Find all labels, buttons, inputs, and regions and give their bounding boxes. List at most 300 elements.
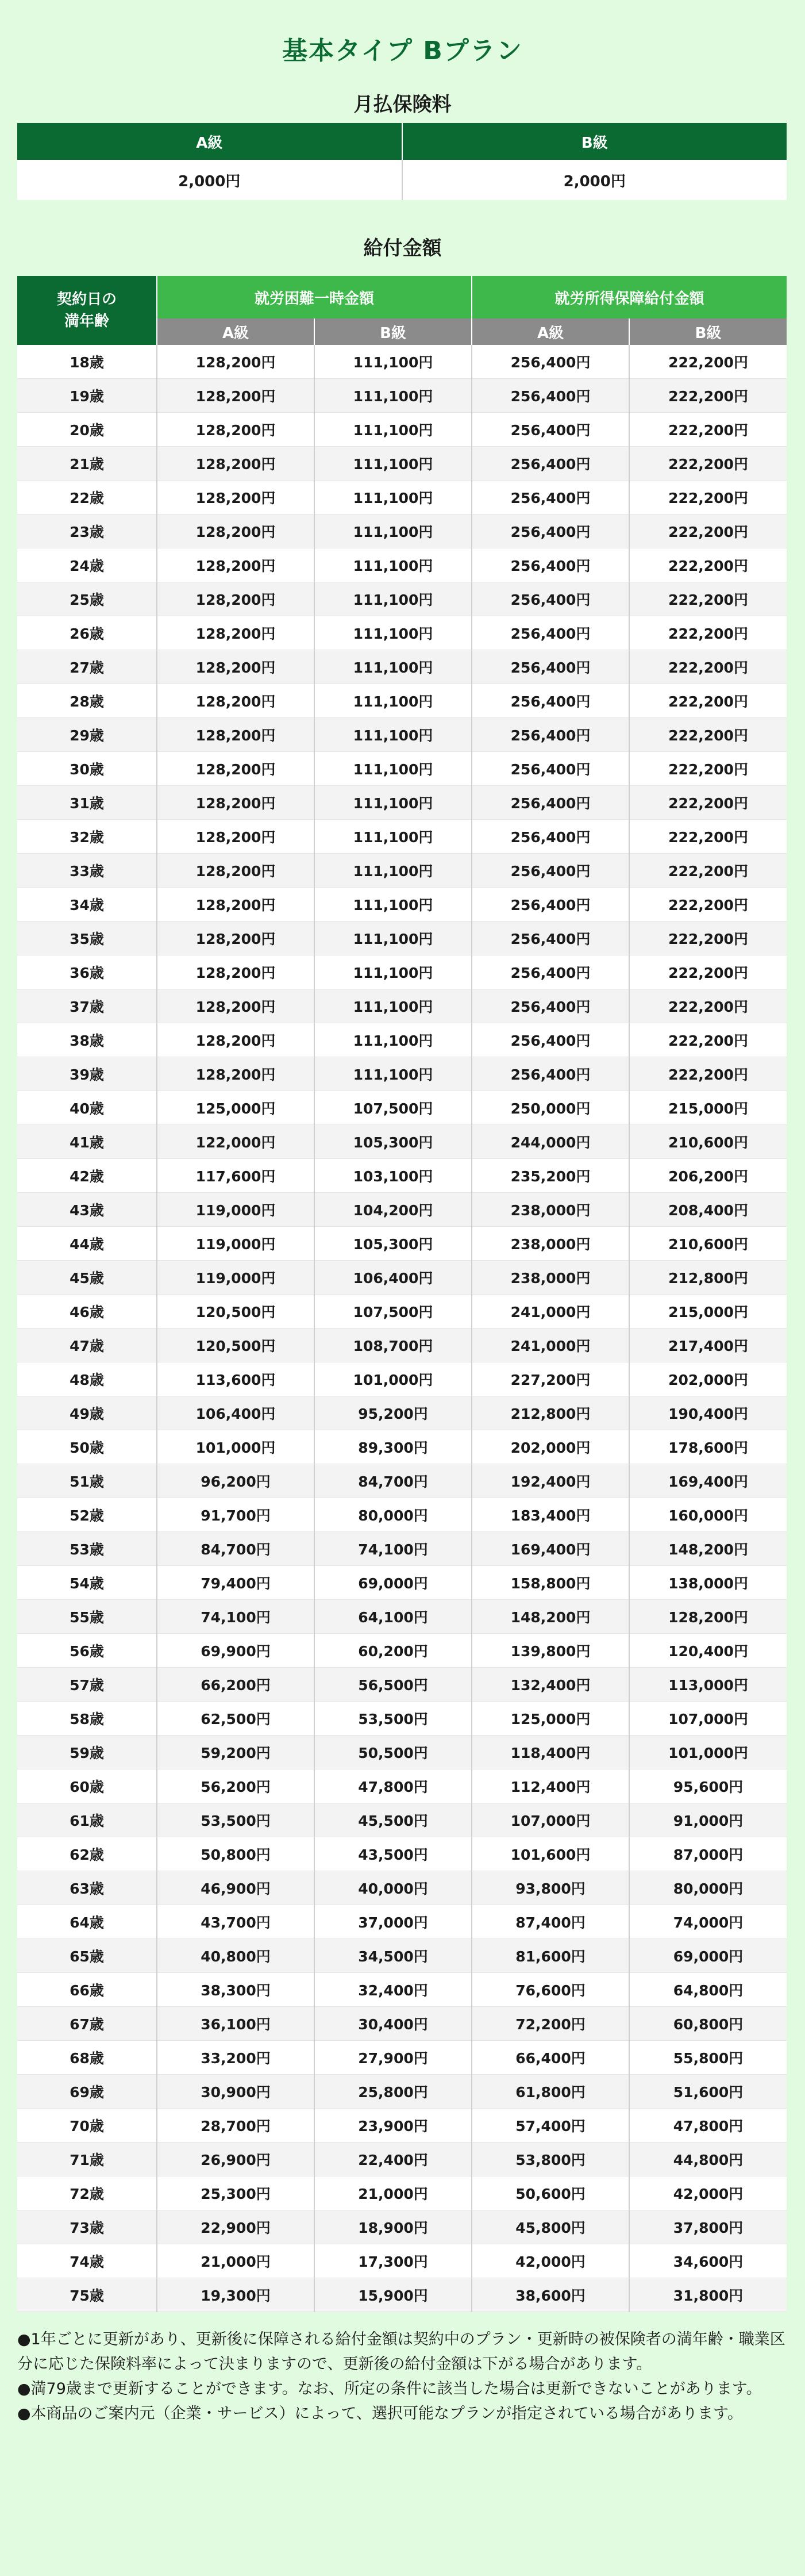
income-a-cell: 256,400円 (472, 752, 629, 786)
age-cell: 33歳 (17, 854, 157, 888)
age-cell: 70歳 (17, 2109, 157, 2143)
income-b-cell: 64,800円 (629, 1973, 787, 2007)
age-cell: 54歳 (17, 1566, 157, 1600)
income-a-cell: 250,000円 (472, 1091, 629, 1125)
income-b-cell: 44,800円 (629, 2143, 787, 2176)
income-a-cell: 61,800円 (472, 2075, 629, 2109)
table-row (17, 650, 787, 684)
table-row (17, 922, 787, 955)
table-row (17, 1193, 787, 1227)
income-a-cell: 53,800円 (472, 2143, 629, 2176)
table-row (17, 2109, 787, 2143)
table-row (17, 1837, 787, 1871)
age-cell: 25歳 (17, 582, 157, 616)
lump-sum-b-cell: 111,100円 (314, 1023, 472, 1057)
income-b-cell: 222,200円 (629, 1057, 787, 1091)
age-cell: 20歳 (17, 413, 157, 447)
lump-sum-b-cell: 111,100円 (314, 752, 472, 786)
lump-sum-b-cell: 111,100円 (314, 582, 472, 616)
income-a-cell: 93,800円 (472, 1871, 629, 1905)
lump-sum-b-cell: 34,500円 (314, 1939, 472, 1973)
income-a-cell: 227,200円 (472, 1362, 629, 1396)
table-row (17, 752, 787, 786)
lump-sum-a-cell: 128,200円 (157, 684, 314, 718)
income-b-cell: 222,200円 (629, 1023, 787, 1057)
lump-sum-b-cell: 111,100円 (314, 955, 472, 989)
income-b-cell: 74,000円 (629, 1905, 787, 1939)
lump-sum-a-cell: 128,200円 (157, 922, 314, 955)
income-b-cell: 47,800円 (629, 2109, 787, 2143)
lump-sum-a-cell: 128,200円 (157, 481, 314, 515)
income-b-cell: 222,200円 (629, 379, 787, 413)
table-row (17, 989, 787, 1023)
income-b-cell: 160,000円 (629, 1498, 787, 1532)
income-b-cell: 91,000円 (629, 1803, 787, 1837)
age-cell: 24歳 (17, 548, 157, 582)
lump-sum-a-cell: 69,900円 (157, 1634, 314, 1668)
table-row (17, 1905, 787, 1939)
lump-sum-a-cell: 128,200円 (157, 786, 314, 820)
lump-sum-a-cell: 128,200円 (157, 955, 314, 989)
lump-sum-b-cell: 101,000円 (314, 1362, 472, 1396)
income-b-cell: 42,000円 (629, 2176, 787, 2210)
income-a-cell: 45,800円 (472, 2210, 629, 2244)
lump-sum-a-cell: 119,000円 (157, 1261, 314, 1295)
lump-sum-b-cell: 80,000円 (314, 1498, 472, 1532)
premium-value-a: 2,000円 (17, 160, 402, 200)
age-cell: 43歳 (17, 1193, 157, 1227)
sub-header-lump-b: B級 (314, 318, 472, 345)
table-row (17, 786, 787, 820)
income-b-cell: 60,800円 (629, 2007, 787, 2041)
lump-sum-a-cell: 128,200円 (157, 379, 314, 413)
age-cell: 34歳 (17, 888, 157, 922)
age-cell: 73歳 (17, 2210, 157, 2244)
age-cell: 46歳 (17, 1295, 157, 1329)
age-cell: 28歳 (17, 684, 157, 718)
lump-sum-a-cell: 128,200円 (157, 1057, 314, 1091)
lump-sum-a-cell: 62,500円 (157, 1702, 314, 1736)
lump-sum-a-cell: 128,200円 (157, 820, 314, 854)
table-row (17, 1769, 787, 1803)
age-header (17, 276, 157, 345)
income-b-cell: 34,600円 (629, 2244, 787, 2278)
income-b-cell: 208,400円 (629, 1193, 787, 1227)
lump-sum-b-cell: 69,000円 (314, 1566, 472, 1600)
income-a-cell: 101,600円 (472, 1837, 629, 1871)
table-row (17, 888, 787, 922)
lump-sum-a-cell: 84,700円 (157, 1532, 314, 1566)
lump-sum-b-cell: 25,800円 (314, 2075, 472, 2109)
lump-sum-b-cell: 111,100円 (314, 786, 472, 820)
income-b-cell: 55,800円 (629, 2041, 787, 2075)
income-a-cell: 118,400円 (472, 1736, 629, 1769)
income-a-cell: 183,400円 (472, 1498, 629, 1532)
table-row (17, 413, 787, 447)
income-a-cell: 256,400円 (472, 718, 629, 752)
lump-sum-b-cell: 18,900円 (314, 2210, 472, 2244)
age-cell: 62歳 (17, 1837, 157, 1871)
income-a-cell: 256,400円 (472, 582, 629, 616)
lump-sum-a-cell: 128,200円 (157, 650, 314, 684)
group-header-income: 就労所得保障給付金額 (472, 276, 787, 318)
age-cell: 50歳 (17, 1430, 157, 1464)
sub-header-lump-a: A級 (157, 318, 314, 345)
income-b-cell: 87,000円 (629, 1837, 787, 1871)
age-cell: 71歳 (17, 2143, 157, 2176)
lump-sum-a-cell: 128,200円 (157, 752, 314, 786)
table-row (17, 1295, 787, 1329)
income-b-cell: 190,400円 (629, 1396, 787, 1430)
age-cell: 57歳 (17, 1668, 157, 1702)
lump-sum-a-cell: 46,900円 (157, 1871, 314, 1905)
income-a-cell: 256,400円 (472, 854, 629, 888)
lump-sum-b-cell: 43,500円 (314, 1837, 472, 1871)
age-cell: 75歳 (17, 2278, 157, 2312)
table-row (17, 1973, 787, 2007)
income-b-cell: 148,200円 (629, 1532, 787, 1566)
lump-sum-b-cell: 111,100円 (314, 548, 472, 582)
table-row (17, 1736, 787, 1769)
income-b-cell: 206,200円 (629, 1159, 787, 1193)
lump-sum-b-cell: 103,100円 (314, 1159, 472, 1193)
income-a-cell: 256,400円 (472, 650, 629, 684)
income-b-cell: 222,200円 (629, 955, 787, 989)
table-row (17, 481, 787, 515)
lump-sum-a-cell: 117,600円 (157, 1159, 314, 1193)
age-cell: 64歳 (17, 1905, 157, 1939)
income-b-cell: 222,200円 (629, 684, 787, 718)
lump-sum-b-cell: 111,100円 (314, 1057, 472, 1091)
income-b-cell: 222,200円 (629, 515, 787, 548)
age-cell: 69歳 (17, 2075, 157, 2109)
income-a-cell: 66,400円 (472, 2041, 629, 2075)
income-b-cell: 222,200円 (629, 820, 787, 854)
lump-sum-b-cell: 23,900円 (314, 2109, 472, 2143)
income-a-cell: 256,400円 (472, 345, 629, 379)
lump-sum-a-cell: 128,200円 (157, 1023, 314, 1057)
table-row (17, 1498, 787, 1532)
premium-value-b: 2,000円 (402, 160, 787, 200)
lump-sum-a-cell: 128,200円 (157, 548, 314, 582)
income-b-cell: 51,600円 (629, 2075, 787, 2109)
age-cell: 58歳 (17, 1702, 157, 1736)
age-cell: 29歳 (17, 718, 157, 752)
income-a-cell: 81,600円 (472, 1939, 629, 1973)
age-cell: 26歳 (17, 616, 157, 650)
income-b-cell: 202,000円 (629, 1362, 787, 1396)
income-b-cell: 222,200円 (629, 345, 787, 379)
lump-sum-b-cell: 111,100円 (314, 616, 472, 650)
lump-sum-a-cell: 66,200円 (157, 1668, 314, 1702)
lump-sum-b-cell: 95,200円 (314, 1396, 472, 1430)
age-cell: 30歳 (17, 752, 157, 786)
lump-sum-b-cell: 111,100円 (314, 888, 472, 922)
table-row (17, 2278, 787, 2312)
lump-sum-a-cell: 19,300円 (157, 2278, 314, 2312)
lump-sum-b-cell: 27,900円 (314, 2041, 472, 2075)
table-row (17, 379, 787, 413)
table-row (17, 1939, 787, 1973)
table-row (17, 447, 787, 481)
age-cell: 74歳 (17, 2244, 157, 2278)
lump-sum-a-cell: 28,700円 (157, 2109, 314, 2143)
benefit-table-body (17, 345, 787, 2312)
lump-sum-a-cell: 128,200円 (157, 413, 314, 447)
lump-sum-b-cell: 84,700円 (314, 1464, 472, 1498)
income-a-cell: 256,400円 (472, 379, 629, 413)
income-a-cell: 57,400円 (472, 2109, 629, 2143)
income-b-cell: 222,200円 (629, 718, 787, 752)
income-b-cell: 210,600円 (629, 1227, 787, 1261)
page-title: 基本タイプ Bプラン (282, 36, 523, 66)
age-cell: 67歳 (17, 2007, 157, 2041)
income-b-cell: 222,200円 (629, 548, 787, 582)
income-b-cell: 120,400円 (629, 1634, 787, 1668)
income-b-cell: 37,800円 (629, 2210, 787, 2244)
table-row (17, 1329, 787, 1362)
age-cell: 51歳 (17, 1464, 157, 1498)
lump-sum-a-cell: 43,700円 (157, 1905, 314, 1939)
age-cell: 18歳 (17, 345, 157, 379)
lump-sum-a-cell: 113,600円 (157, 1362, 314, 1396)
table-row (17, 2210, 787, 2244)
table-row (17, 2075, 787, 2109)
age-cell: 44歳 (17, 1227, 157, 1261)
table-row (17, 2041, 787, 2075)
income-a-cell: 192,400円 (472, 1464, 629, 1498)
lump-sum-a-cell: 50,800円 (157, 1837, 314, 1871)
table-row (17, 1532, 787, 1566)
age-cell: 60歳 (17, 1769, 157, 1803)
lump-sum-b-cell: 106,400円 (314, 1261, 472, 1295)
lump-sum-a-cell: 38,300円 (157, 1973, 314, 2007)
income-a-cell: 238,000円 (472, 1193, 629, 1227)
income-b-cell: 212,800円 (629, 1261, 787, 1295)
income-a-cell: 256,400円 (472, 922, 629, 955)
lump-sum-a-cell: 36,100円 (157, 2007, 314, 2041)
income-a-cell: 256,400円 (472, 515, 629, 548)
income-a-cell: 42,000円 (472, 2244, 629, 2278)
income-a-cell: 72,200円 (472, 2007, 629, 2041)
table-row (17, 1464, 787, 1498)
table-row (17, 2007, 787, 2041)
age-cell: 55歳 (17, 1600, 157, 1634)
age-cell: 22歳 (17, 481, 157, 515)
lump-sum-b-cell: 111,100円 (314, 820, 472, 854)
table-row (17, 1227, 787, 1261)
age-cell: 42歳 (17, 1159, 157, 1193)
income-b-cell: 31,800円 (629, 2278, 787, 2312)
lump-sum-b-cell: 105,300円 (314, 1227, 472, 1261)
lump-sum-b-cell: 104,200円 (314, 1193, 472, 1227)
lump-sum-a-cell: 120,500円 (157, 1295, 314, 1329)
lump-sum-b-cell: 15,900円 (314, 2278, 472, 2312)
age-cell: 49歳 (17, 1396, 157, 1430)
table-row (17, 582, 787, 616)
lump-sum-b-cell: 111,100円 (314, 345, 472, 379)
lump-sum-a-cell: 40,800円 (157, 1939, 314, 1973)
table-row (17, 515, 787, 548)
income-b-cell: 178,600円 (629, 1430, 787, 1464)
table-row (17, 1362, 787, 1396)
lump-sum-a-cell: 59,200円 (157, 1736, 314, 1769)
table-row (17, 1566, 787, 1600)
age-cell: 56歳 (17, 1634, 157, 1668)
income-b-cell: 222,200円 (629, 616, 787, 650)
income-a-cell: 76,600円 (472, 1973, 629, 2007)
lump-sum-b-cell: 111,100円 (314, 413, 472, 447)
note-1: ●1年ごとに更新があり、更新後に保障される給付金額は契約中のプラン・更新時の被保険者の満年齢・職業区分に応じた保険料率によって決まりますので、更新後の給付金額は下がる場合があります。 (17, 2331, 785, 2373)
table-row (17, 1125, 787, 1159)
income-a-cell: 87,400円 (472, 1905, 629, 1939)
table-row (17, 1261, 787, 1295)
income-a-cell: 256,400円 (472, 548, 629, 582)
income-a-cell: 256,400円 (472, 989, 629, 1023)
lump-sum-b-cell: 40,000円 (314, 1871, 472, 1905)
sub-header-income-b: B級 (629, 318, 787, 345)
income-b-cell: 222,200円 (629, 447, 787, 481)
lump-sum-b-cell: 111,100円 (314, 379, 472, 413)
income-b-cell: 222,200円 (629, 854, 787, 888)
age-cell: 32歳 (17, 820, 157, 854)
income-a-cell: 256,400円 (472, 888, 629, 922)
income-a-cell: 235,200円 (472, 1159, 629, 1193)
income-a-cell: 125,000円 (472, 1702, 629, 1736)
income-a-cell: 256,400円 (472, 1023, 629, 1057)
income-b-cell: 222,200円 (629, 786, 787, 820)
income-a-cell: 212,800円 (472, 1396, 629, 1430)
income-b-cell: 222,200円 (629, 752, 787, 786)
income-b-cell: 215,000円 (629, 1295, 787, 1329)
lump-sum-a-cell: 101,000円 (157, 1430, 314, 1464)
lump-sum-b-cell: 111,100円 (314, 447, 472, 481)
lump-sum-b-cell: 37,000円 (314, 1905, 472, 1939)
lump-sum-a-cell: 128,200円 (157, 989, 314, 1023)
lump-sum-a-cell: 53,500円 (157, 1803, 314, 1837)
income-a-cell: 38,600円 (472, 2278, 629, 2312)
lump-sum-b-cell: 108,700円 (314, 1329, 472, 1362)
lump-sum-a-cell: 74,100円 (157, 1600, 314, 1634)
lump-sum-b-cell: 22,400円 (314, 2143, 472, 2176)
lump-sum-a-cell: 22,900円 (157, 2210, 314, 2244)
lump-sum-b-cell: 89,300円 (314, 1430, 472, 1464)
income-a-cell: 132,400円 (472, 1668, 629, 1702)
lump-sum-b-cell: 21,000円 (314, 2176, 472, 2210)
age-cell: 68歳 (17, 2041, 157, 2075)
table-row (17, 1023, 787, 1057)
income-a-cell: 169,400円 (472, 1532, 629, 1566)
age-cell: 66歳 (17, 1973, 157, 2007)
income-b-cell: 222,200円 (629, 989, 787, 1023)
income-a-cell: 241,000円 (472, 1329, 629, 1362)
age-cell: 41歳 (17, 1125, 157, 1159)
income-b-cell: 69,000円 (629, 1939, 787, 1973)
table-row (17, 1634, 787, 1668)
income-a-cell: 256,400円 (472, 1057, 629, 1091)
premium-heading: 月払保険料 (353, 93, 452, 116)
age-cell: 47歳 (17, 1329, 157, 1362)
lump-sum-a-cell: 96,200円 (157, 1464, 314, 1498)
income-a-cell: 148,200円 (472, 1600, 629, 1634)
lump-sum-b-cell: 107,500円 (314, 1091, 472, 1125)
lump-sum-b-cell: 111,100円 (314, 854, 472, 888)
income-b-cell: 128,200円 (629, 1600, 787, 1634)
lump-sum-b-cell: 111,100円 (314, 718, 472, 752)
lump-sum-b-cell: 56,500円 (314, 1668, 472, 1702)
income-a-cell: 112,400円 (472, 1769, 629, 1803)
benefit-heading: 給付金額 (363, 237, 442, 260)
table-row (17, 1396, 787, 1430)
income-b-cell: 222,200円 (629, 888, 787, 922)
lump-sum-b-cell: 111,100円 (314, 650, 472, 684)
income-b-cell: 222,200円 (629, 650, 787, 684)
age-cell: 52歳 (17, 1498, 157, 1532)
table-row (17, 616, 787, 650)
table-row (17, 1871, 787, 1905)
lump-sum-b-cell: 111,100円 (314, 481, 472, 515)
table-row (17, 1430, 787, 1464)
age-cell: 59歳 (17, 1736, 157, 1769)
income-b-cell: 222,200円 (629, 582, 787, 616)
lump-sum-a-cell: 120,500円 (157, 1329, 314, 1362)
age-cell: 61歳 (17, 1803, 157, 1837)
age-cell: 53歳 (17, 1532, 157, 1566)
income-a-cell: 256,400円 (472, 786, 629, 820)
lump-sum-a-cell: 128,200円 (157, 345, 314, 379)
group-header-lump-sum: 就労困難一時金額 (157, 276, 472, 318)
lump-sum-a-cell: 91,700円 (157, 1498, 314, 1532)
income-a-cell: 256,400円 (472, 413, 629, 447)
age-cell: 40歳 (17, 1091, 157, 1125)
age-cell: 45歳 (17, 1261, 157, 1295)
income-b-cell: 210,600円 (629, 1125, 787, 1159)
lump-sum-b-cell: 60,200円 (314, 1634, 472, 1668)
lump-sum-b-cell: 111,100円 (314, 515, 472, 548)
lump-sum-a-cell: 106,400円 (157, 1396, 314, 1430)
age-header-line2: 満年齢 (64, 313, 109, 330)
lump-sum-a-cell: 128,200円 (157, 515, 314, 548)
income-b-cell: 107,000円 (629, 1702, 787, 1736)
age-cell: 35歳 (17, 922, 157, 955)
income-b-cell: 169,400円 (629, 1464, 787, 1498)
lump-sum-b-cell: 50,500円 (314, 1736, 472, 1769)
income-a-cell: 256,400円 (472, 481, 629, 515)
lump-sum-a-cell: 56,200円 (157, 1769, 314, 1803)
lump-sum-a-cell: 119,000円 (157, 1193, 314, 1227)
lump-sum-b-cell: 32,400円 (314, 1973, 472, 2007)
income-b-cell: 113,000円 (629, 1668, 787, 1702)
lump-sum-b-cell: 17,300円 (314, 2244, 472, 2278)
lump-sum-a-cell: 26,900円 (157, 2143, 314, 2176)
income-a-cell: 238,000円 (472, 1261, 629, 1295)
table-row (17, 1668, 787, 1702)
lump-sum-b-cell: 107,500円 (314, 1295, 472, 1329)
age-cell: 23歳 (17, 515, 157, 548)
lump-sum-a-cell: 33,200円 (157, 2041, 314, 2075)
note-3: ●本商品のご案内元（企業・サービス）によって、選択可能なプランが指定されている場合があります。 (17, 2405, 743, 2423)
income-b-cell: 222,200円 (629, 413, 787, 447)
income-a-cell: 107,000円 (472, 1803, 629, 1837)
table-row (17, 345, 787, 379)
sub-header-income-a: A級 (472, 318, 629, 345)
table-row (17, 2244, 787, 2278)
age-cell: 31歳 (17, 786, 157, 820)
income-a-cell: 256,400円 (472, 955, 629, 989)
premium-col-b: B級 (402, 123, 787, 160)
age-cell: 36歳 (17, 955, 157, 989)
table-row (17, 1159, 787, 1193)
